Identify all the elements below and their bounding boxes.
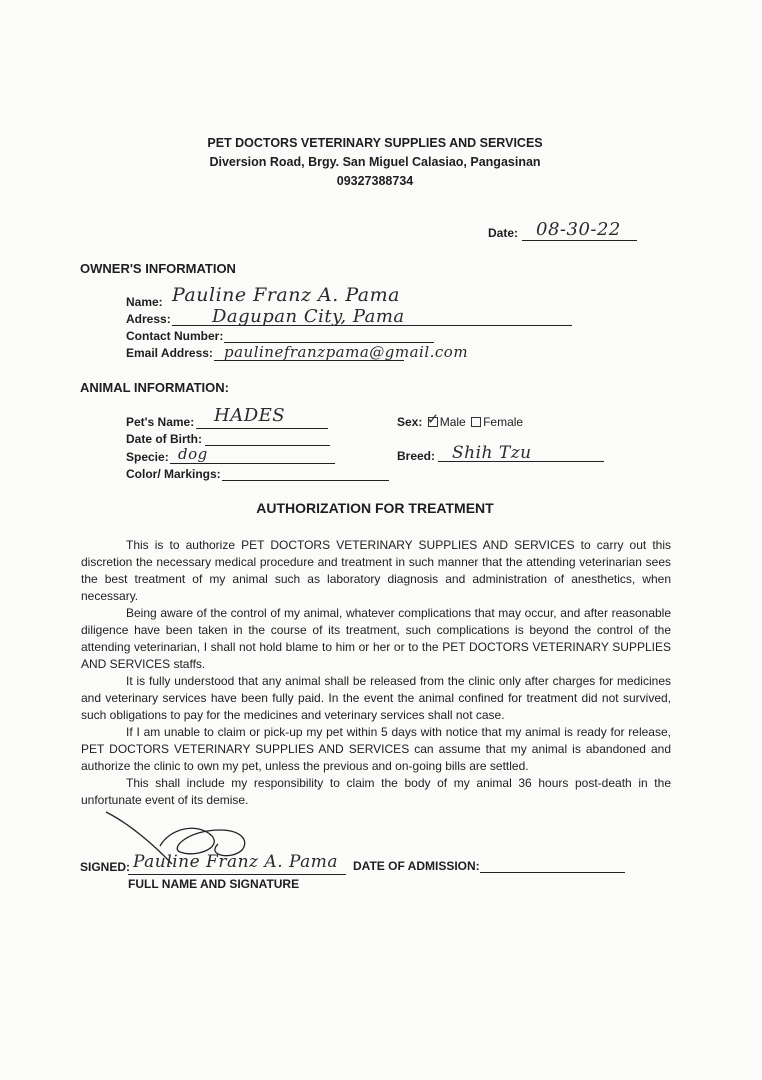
company-phone: 09327388734 [336,174,414,188]
animal-heading: ANIMAL INFORMATION: [80,380,229,395]
authorization-paragraph: This shall include my responsibility to claim the body of my animal 36 hours post-death in the unfortunate event of its demise. [81,776,671,807]
date-line [522,240,637,241]
specie-value[interactable]: dog [178,445,208,463]
checkmark-icon: ✓ [426,410,440,428]
signed-line [128,874,346,875]
owner-email-label: Email Address: [126,346,213,360]
owner-address-label: Adress: [126,312,171,326]
owner-address-value[interactable]: Dagupan City, Pama [212,306,405,327]
authorization-title: AUTHORIZATION FOR TREATMENT [256,500,494,516]
owner-email-value[interactable]: paulinefranzpama@gmail.com [224,343,469,361]
date-value[interactable]: 08-30-22 [536,219,621,240]
dob-label: Date of Birth: [126,432,202,446]
owner-name-label: Name: [126,295,163,309]
company-name: PET DOCTORS VETERINARY SUPPLIES AND SERVICES [207,136,543,150]
admission-date-line [480,872,625,873]
specie-label: Specie: [126,450,169,464]
pet-name-line [196,428,328,429]
sex-female-label: Female [483,415,524,429]
authorization-paragraph: If I am unable to claim or pick-up my pet within 5 days with notice that my animal is ready for release, PET DOCTORS VETERINARY SUPPLIES AND SERVICES can assume that my animal is abandoned and authorize the clinic to own my pet, unless the previous and on-going bills are settled. [81,725,671,773]
signed-label: SIGNED: [80,860,131,874]
authorization-paragraph: It is fully understood that any animal shall be released from the clinic only after charges for medicines and veterinary services have been fully paid. In the event the animal confined for treatment did not survived, such obligations to pay for the medicines and veterinary services shall not case. [81,674,671,722]
authorization-body [81,537,671,809]
admission-date-label: DATE OF ADMISSION: [353,859,480,873]
sex-male-checkbox[interactable] [426,410,440,428]
owner-heading: OWNER'S INFORMATION [80,261,236,276]
color-line [222,480,389,481]
signed-value[interactable]: Pauline Franz A. Pama [133,852,339,872]
authorization-paragraph: This is to authorize PET DOCTORS VETERINARY SUPPLIES AND SERVICES to carry out this discretion the necessary medical procedure and treatment in such manner that the attending veterinarian sees the best treatment of my animal such as laboratory diagnosis and administration of anesthetics, when necessary. [81,538,671,603]
authorization-paragraph: Being aware of the control of my animal, whatever complications that may occur, and after reasonable diligence have been taken in the course of its treatment, such complications is beyond the control of the attending veterinarian, I shall not hold blame to him or her or to the PET DOCTORS VETERINARY SUPPLIES AND SERVICES staffs. [81,606,671,671]
sex-male-label: Male [439,415,466,429]
sex-label: Sex: [397,415,423,429]
company-address: Diversion Road, Brgy. San Miguel Calasiao, Pangasinan [209,155,541,169]
breed-value[interactable]: Shih Tzu [452,443,532,463]
owner-contact-label: Contact Number: [126,329,224,343]
breed-label: Breed: [397,449,436,463]
signature-caption: FULL NAME AND SIGNATURE [128,877,300,891]
color-label: Color/ Markings: [126,467,221,481]
sex-field [397,410,524,429]
dob-line [205,445,330,446]
pet-name-label: Pet's Name: [126,415,195,429]
specie-line [170,463,335,464]
pet-name-value[interactable]: HADES [214,405,286,426]
owner-name-value[interactable]: Pauline Franz A. Pama [172,284,400,306]
date-label: Date: [488,226,519,240]
sex-female-checkbox[interactable] [471,417,481,427]
